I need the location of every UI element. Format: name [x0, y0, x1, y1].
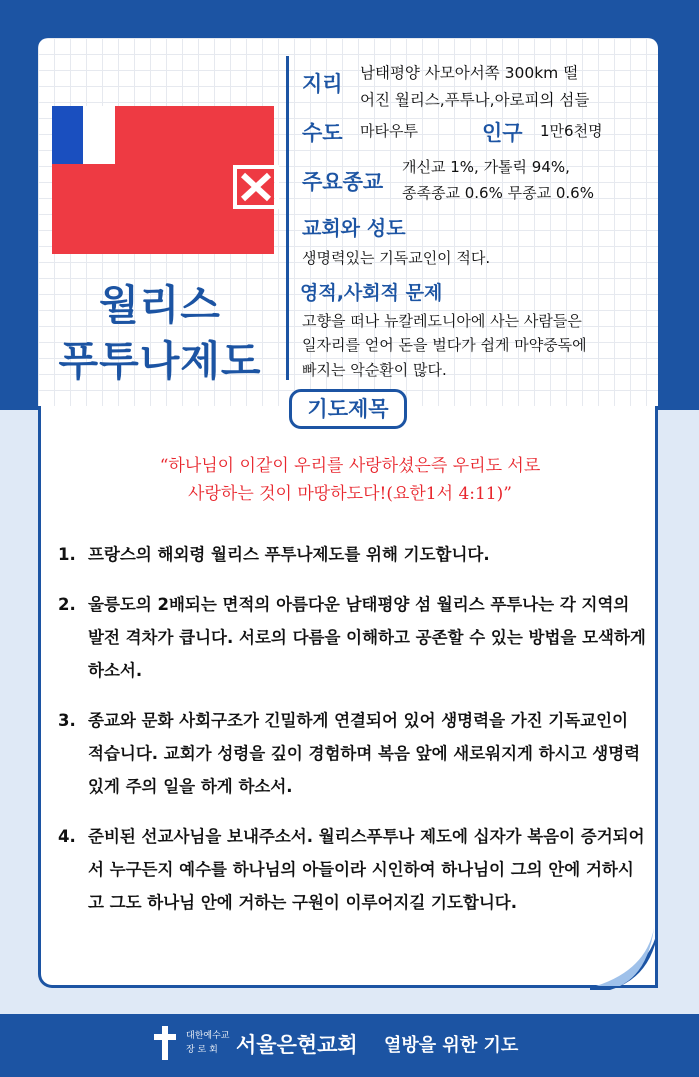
issues-line2: 일자리를 얻어 돈을 벌다가 쉽게 마약중독에 [302, 336, 587, 354]
country-name-line2: 푸투나제도 [58, 337, 262, 385]
church-label: 교회와 성도 [302, 216, 406, 240]
geography-line2: 어진 월리스,푸투나,아로피의 섬들 [360, 91, 590, 109]
flag-image [52, 106, 274, 254]
denomination-line2: 장 로 회 [186, 1045, 218, 1055]
population-label: 인구 [482, 121, 523, 145]
prayer-item [58, 820, 646, 919]
prayer-item-number: 4. [58, 827, 76, 846]
population-value: 1만6천명 [540, 122, 603, 140]
country-name-line1: 월리스 [99, 281, 221, 329]
prayer-item [58, 704, 646, 803]
capital-value: 마타우투 [360, 122, 418, 140]
prayer-item [58, 588, 646, 687]
prayer-item-number: 1. [58, 545, 76, 564]
geography-line1: 남태평양 사모아서쪽 300km 떨 [360, 64, 579, 82]
capital-label: 수도 [302, 121, 343, 145]
prayer-item-text: 종교와 문화 사회구조가 긴밀하게 연결되어 있어 생명력을 가진 기독교인이 적습니다. 교회가 성령을 깊이 경험하며 복음 앞에 새로워지게 하시고 생명력있게 주의 일을 하게 하소서. [88, 711, 641, 796]
religion-line2: 종족종교 0.6% 무종교 0.6% [402, 184, 594, 202]
issues-line3: 빠지는 악순환이 많다. [302, 361, 447, 379]
cross-icon [154, 1026, 176, 1060]
info-divider [286, 56, 289, 380]
church-value: 생명력있는 기독교인이 적다. [302, 249, 491, 267]
issues-label: 영적,사회적 문제 [300, 282, 443, 304]
geography-label: 지리 [302, 72, 343, 96]
footer-tagline: 열방을 위한 기도 [384, 1035, 519, 1056]
prayer-item-text: 준비된 선교사님을 보내주소서. 월리스푸투나 제도에 십자가 복음이 증거되어서 누구든지 예수를 하나님의 아들이라 시인하여 하나님이 그의 안에 거하시고 그도 하나님 안에 거하는 구원이 이루어지길 기도합니다. [88, 827, 645, 912]
religion-line1: 개신교 1%, 가톨릭 94%, [402, 158, 570, 176]
bible-verse [60, 452, 640, 508]
saltire-emblem [233, 165, 279, 209]
religion-label: 주요종교 [302, 170, 384, 194]
prayer-title-badge: 기도제목 [289, 389, 407, 429]
french-tricolor [52, 106, 146, 164]
prayer-item-number: 3. [58, 711, 76, 730]
denomination-line1: 대한예수교 [186, 1031, 230, 1041]
issues-line1: 고향을 떠나 뉴칼레도니아에 사는 사람들은 [302, 312, 582, 330]
verse-line1: “하나님이 이같이 우리를 사랑하셨은즉 우리도 서로 [159, 456, 541, 476]
prayer-item-text: 울릉도의 2배되는 면적의 아름다운 남태평양 섬 월리스 푸투나는 각 지역의 발전 격차가 큽니다. 서로의 다름을 이해하고 공존할 수 있는 방법을 모색하게 하소서. [88, 595, 646, 680]
prayer-item-text: 프랑스의 해외령 월리스 푸투나제도를 위해 기도합니다. [88, 545, 490, 564]
prayer-item-number: 2. [58, 595, 76, 614]
church-name: 서울은현교회 [236, 1033, 358, 1057]
verse-line2: 사랑하는 것이 마땅하도다!(요한1서 4:11)” [188, 484, 512, 504]
prayer-item [58, 538, 646, 571]
page-curl-icon [590, 922, 660, 990]
